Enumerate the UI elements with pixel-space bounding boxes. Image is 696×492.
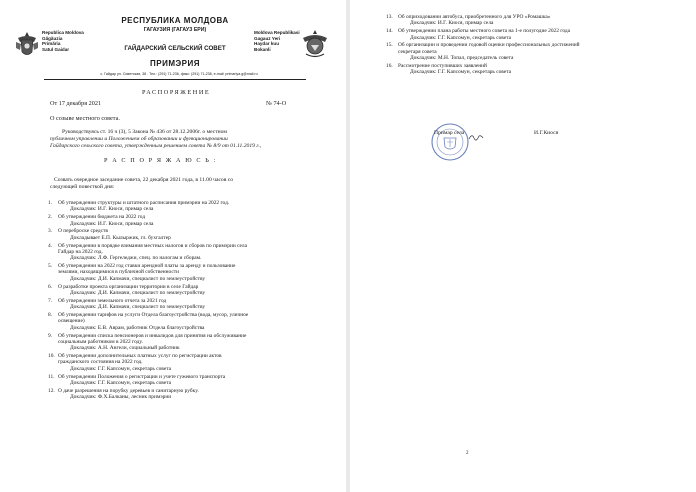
agenda-item-number: 11. [48, 373, 55, 380]
agenda-item-text: Об утверждении структуры и штатного расписания примэрии на 2022 год. [58, 200, 230, 206]
gagauzia-coat-of-arms-icon [300, 28, 330, 62]
agenda-item-text: секретаря совета [398, 48, 437, 55]
agenda-item-speaker: Докладчик: Г.Г. Капсомун, секретарь совета [70, 365, 172, 372]
signature-role: Примар села [434, 130, 465, 136]
header-right-line: Haydar kuu [254, 41, 280, 47]
agenda-item-text: Гайдар на 2022 год. [58, 248, 103, 255]
official-stamp-icon [430, 122, 470, 162]
header-left-line: Găgăuzia [42, 35, 63, 41]
agenda-item-number: 15. [386, 42, 393, 49]
order-heading: Р А С П О Р Я Ж А Ю С Ь : [104, 157, 217, 164]
agenda-item-text: Об утверждении тарифов на услуги Отдела благоустройства (вода, мусор, уличное [58, 312, 249, 318]
agenda-item-number: 16. [386, 62, 393, 69]
agenda-item-speaker: Докладчик: И.Г. Киося, примар села [410, 20, 494, 27]
header-office: ПРИМЭРИЯ [149, 59, 201, 68]
agenda-item-text: Об утверждении дополнительных платных услуг по регистрации актов [58, 353, 222, 359]
page-number: 2 [466, 451, 469, 456]
agenda-item-text: О даче разрешения на порубку деревьев и санитарную рубку. [58, 387, 199, 394]
header-left-block [42, 30, 84, 52]
agenda-item-text: Об утверждении плана работы местного совета на 1-е полугодие 2022 года [398, 28, 571, 35]
header-right-block [254, 30, 300, 52]
agenda-item-speaker: Докладчик: И.Г. Киося, примар села [70, 220, 154, 227]
agenda-item-speaker: Докладчик: Д.И. Капмачи, специалист по землеустройству [70, 304, 206, 311]
agenda-item-speaker: Докладчик: И.Г. Киося, примар села [70, 206, 154, 213]
agenda-item-text: Об утверждении бюджета на 2022 год [58, 214, 146, 221]
agenda-item-number: 13. [386, 14, 393, 20]
agenda-item-text: О переброске средств [58, 228, 108, 235]
document-date: От 17 декабря 2021 [50, 100, 102, 107]
agenda-item-speaker: Докладчик: Ф.Х.Балканы, лесник примэрии [70, 394, 172, 400]
basis-line: Руководствуясь ст. 16 ч (3), 5 Закона № 436 от 28.12.2006г. о местном [62, 129, 227, 135]
header-right-line: Bokanli [254, 46, 271, 52]
agenda-item-text: Об утверждении земельного отчета за 2021 год [58, 297, 167, 304]
basis-line: публичном управлении и Положением об образовании и функционировании [50, 136, 228, 142]
agenda-item-number: 1. [48, 200, 53, 206]
header-right-line: Moldova Republikasi [254, 30, 300, 35]
agenda-item-text: Об утверждении в порядке взимания местных налогов и сборов по примэрии села [58, 242, 247, 249]
agenda-item-speaker: Докладчик: Л.Ф. Гергеледжи, спец. по налогам и сборам. [70, 255, 202, 262]
header-address: с. Гайдар ул. Советская, 38 . Тел.: (291) 71-236, факс: (291) 71-238, e-mail: primariya.g@mail.ru [100, 72, 258, 76]
agenda-item-text: землями, находящимися в публичной собственности [58, 269, 180, 276]
document-page-1 [0, 0, 346, 492]
agenda-item-number: 3. [48, 228, 53, 235]
document-page-2 [350, 0, 696, 492]
agenda-item [386, 42, 580, 55]
agenda-item-text: Об утверждении списка пенсионеров и инвалидов для принятия на обслуживание [58, 332, 247, 339]
convene-line: следующей повесткой дня: [50, 184, 115, 190]
agenda-item [48, 312, 249, 325]
agenda-item-speaker: Докладчик: А.Н. Ангели, социальный работник [70, 345, 180, 352]
agenda-item-number: 5. [48, 263, 53, 270]
basis-line: Гайдарского сельского совета, утвержденным решением совета № 8/9 от 01.11.2019 г., [50, 143, 262, 149]
agenda-item-speaker: Докладчик: М.Н. Топал, председатель совета [410, 55, 514, 61]
agenda-item-text: Об утверждении на 2022 год ставки арендной платы за аренду и пользование [58, 263, 236, 270]
agenda-item-text: Об оприходовании автобуса, приобретенного для УРО «Ромашка» [398, 14, 551, 20]
agenda-item-number: 10. [48, 353, 55, 359]
agenda-item-text: гражданского состояния на 2022 год. [58, 359, 143, 366]
agenda-item-number: 9. [48, 332, 53, 339]
agenda-item-speaker: Докладчик: Д.И. Капмачи, специалист по землеустройству [70, 275, 206, 282]
header-divider [44, 79, 306, 80]
header-council: ГАЙДАРСКИЙ СЕЛЬСКИЙ СОВЕТ [124, 45, 226, 52]
signature-name: И.Г.Киося [534, 130, 559, 136]
agenda-item-number: 12. [48, 387, 55, 394]
agenda-item-number: 4. [48, 242, 53, 249]
agenda-item-speaker: Докладчик: Г.Г. Капсомун, секретарь совета [70, 379, 172, 386]
agenda-item-text: освещение) [58, 318, 85, 325]
agenda-item-text: Рассмотрение поступивших заявлений [398, 62, 487, 69]
agenda-item-text: О разработке проекта организации территории в селе Гайдар [58, 283, 199, 290]
agenda-item [48, 263, 236, 276]
agenda-item-number: 2. [48, 214, 53, 221]
document-subject: О созыве местного совета. [50, 115, 120, 122]
header-right-line: Gagauz Yeri [254, 35, 281, 41]
agenda-item-number: 7. [48, 297, 53, 304]
header-left-line: Primăria [42, 41, 61, 47]
agenda-item-text: социальным работником в 2022 году. [58, 338, 143, 345]
agenda-item-text: Об организации и проведении годовой оценки профессиональных достижений [398, 42, 580, 49]
agenda-item-speaker: Докладчик: Г.Г. Капсомун, секретарь совета [410, 69, 512, 76]
handwritten-signature [468, 128, 484, 136]
agenda-item-speaker: Докладчик: Е.В. Аврам, работник Отдела благоустройства [70, 324, 205, 331]
convene-line: Созвать очередное заседание совета, 22 декабря 2021 года, в 11.00 часов со [54, 177, 234, 183]
header-region: ГАГАУЗИЯ (ГАГАУЗ ЕРИ) [143, 27, 207, 33]
agenda-item-number: 14. [386, 28, 393, 35]
header-left-line: Satul Gaidar [42, 46, 70, 52]
agenda-item-speaker: Докладчик: Г.Г. Капсомун, секретарь совета [410, 34, 512, 41]
document-title: РАСПОРЯЖЕНИЕ [142, 89, 211, 96]
agenda-item [48, 353, 222, 366]
document-number: № 74-О [266, 100, 287, 107]
agenda-item-speaker: Докладчик: Д.И. Капмачи, специалист по землеустройству [70, 289, 206, 296]
agenda-item [48, 242, 247, 256]
moldova-coat-of-arms-icon [14, 30, 40, 60]
agenda-item [48, 332, 247, 346]
agenda-item-text: Об утверждении Положения о регистрации и учете гужевого транспорта [58, 373, 226, 380]
header-country: РЕСПУБЛИКА МОЛДОВА [121, 16, 229, 25]
agenda-item-speaker: Докладывает Е.П. Кылыржик, гл. бухгалтер [70, 234, 171, 241]
agenda-item-number: 6. [48, 283, 53, 290]
agenda-item-number: 8. [48, 312, 53, 318]
header-left-line: Republica Moldova [42, 30, 84, 35]
